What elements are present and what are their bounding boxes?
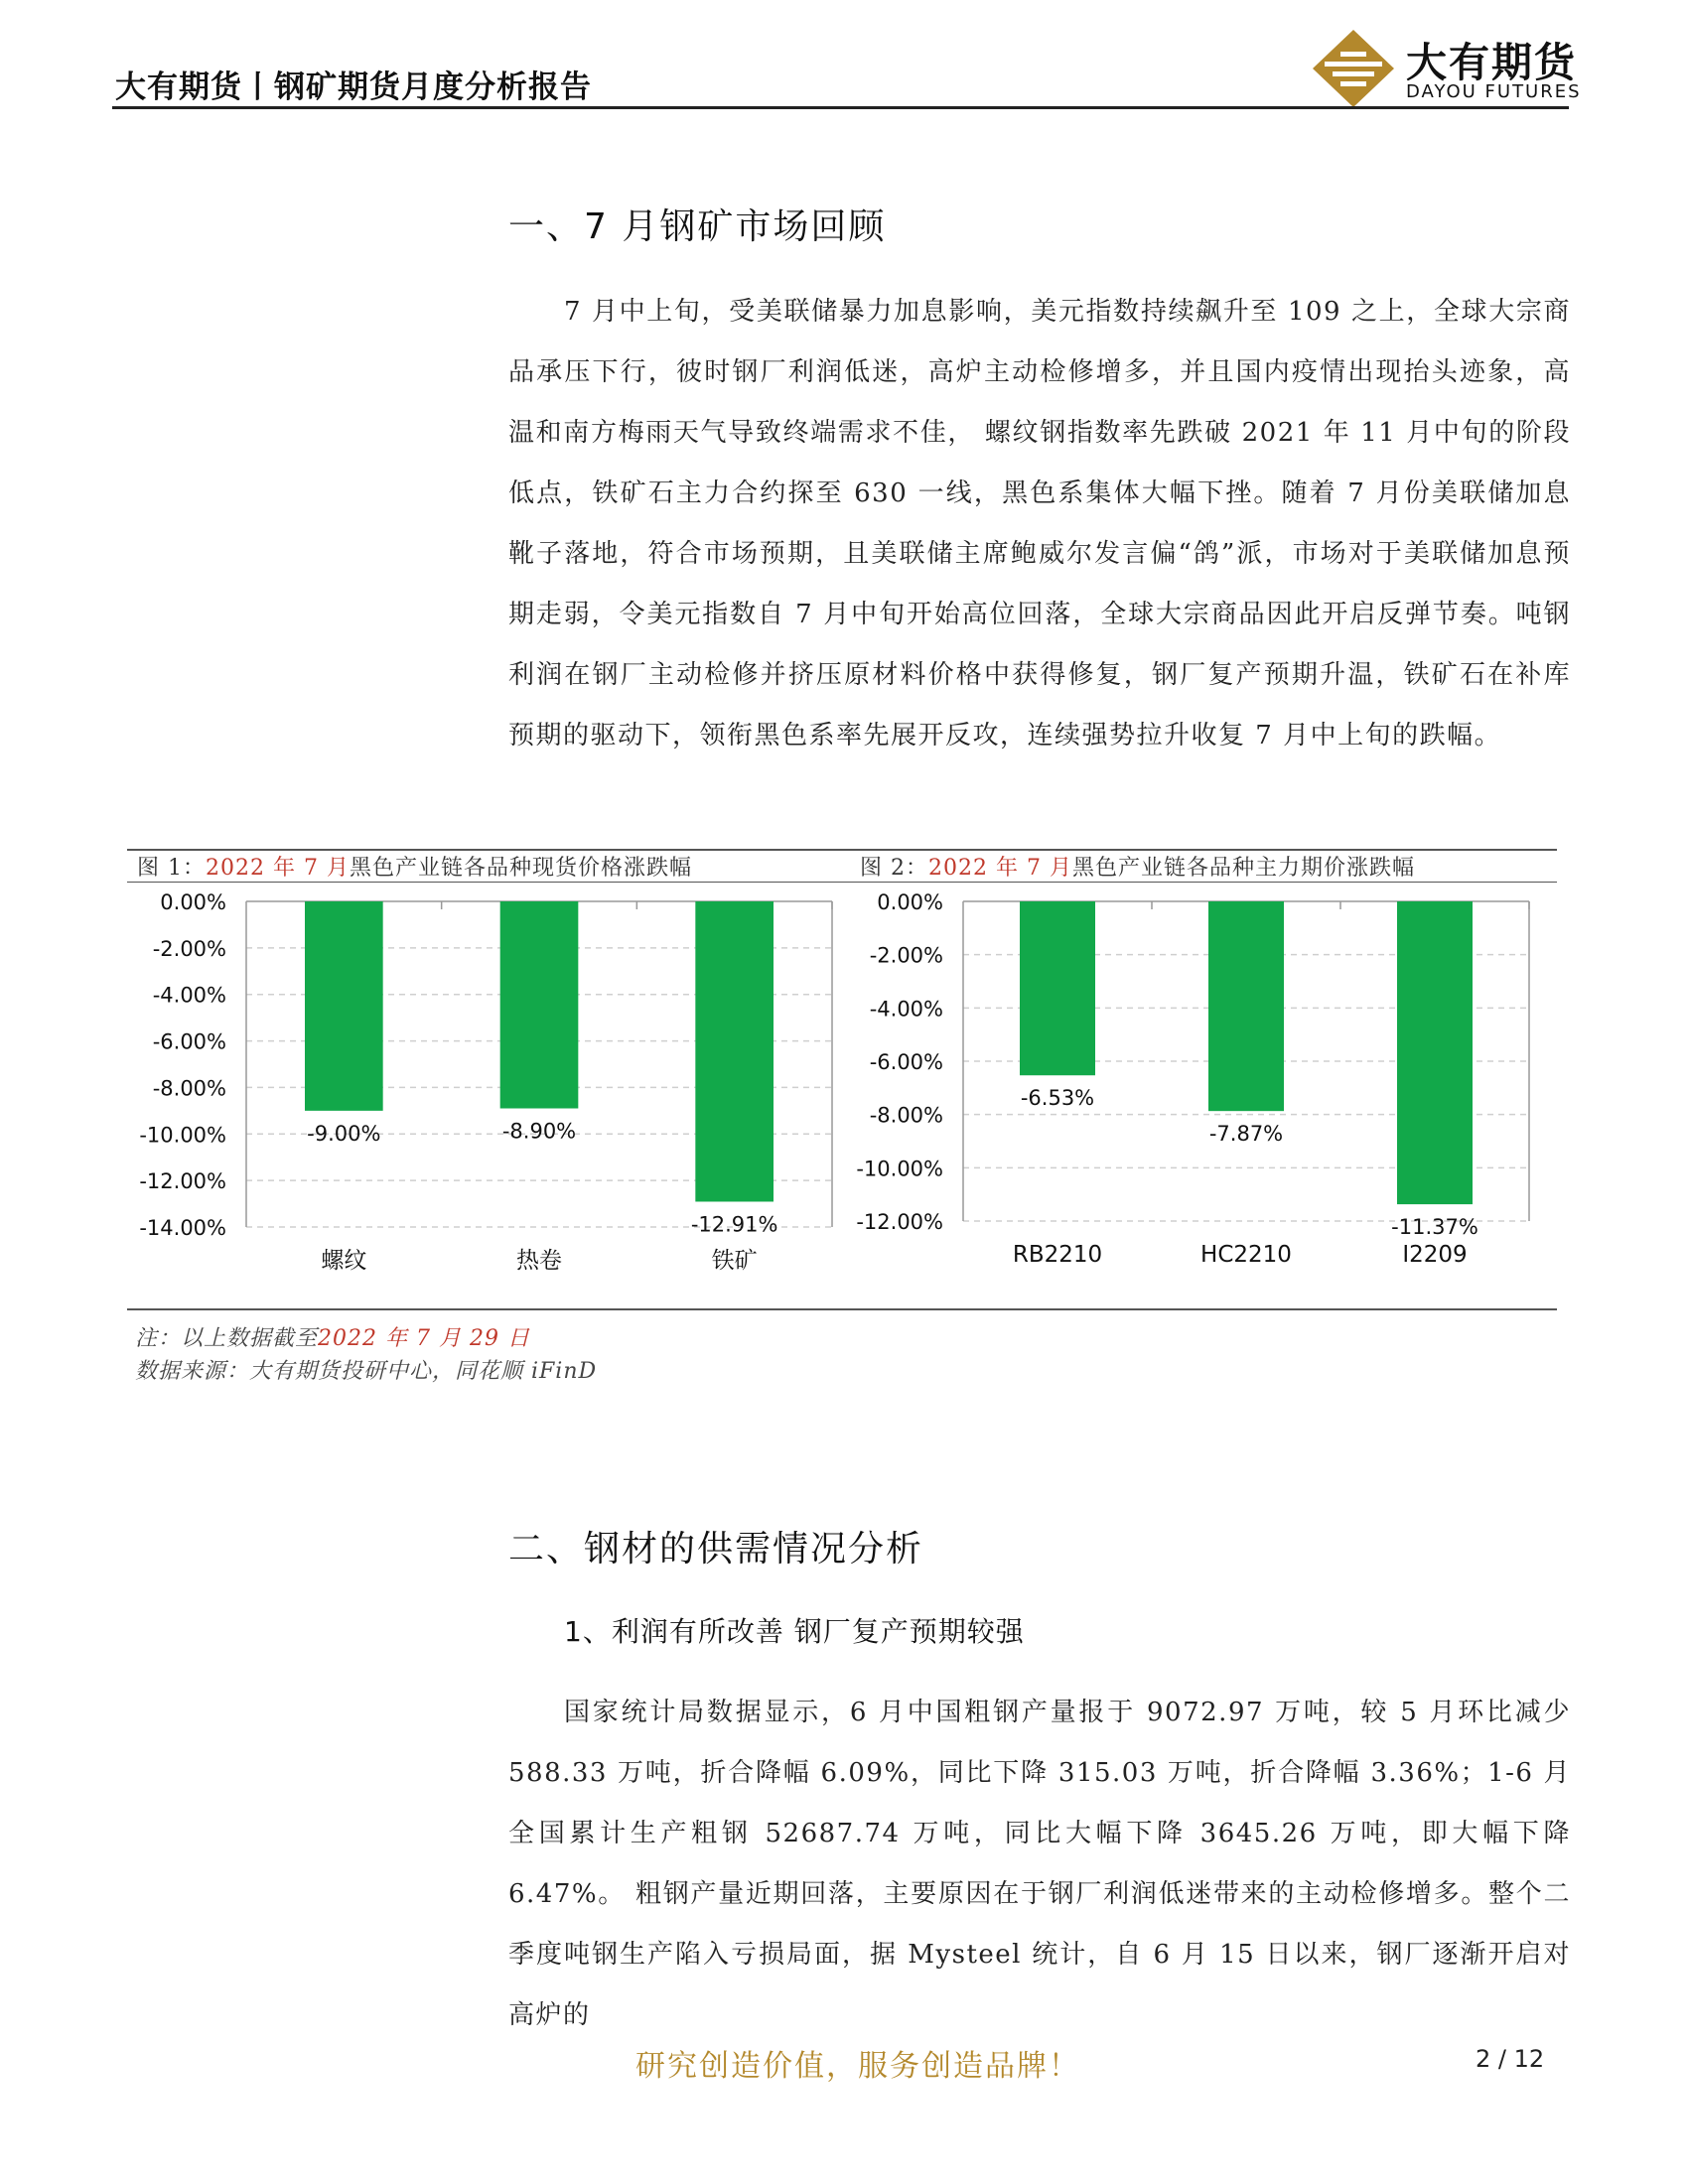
data-source-note: 数据来源：大有期货投研中心，同花顺 iFinD (135, 1359, 598, 1384)
figure1-caption-date: 2022 年 7 月 (206, 856, 350, 881)
section1-heading: 一、7 月钢矿市场回顾 (508, 206, 887, 247)
figure2-caption-date: 2022 年 7 月 (928, 856, 1072, 881)
y-tick-label: -12.00% (856, 1210, 943, 1234)
bar-铁矿 (695, 901, 774, 1201)
y-tick-label: -12.00% (139, 1169, 226, 1194)
bar-data-label: -12.91% (690, 1212, 778, 1237)
section1-paragraph-text: 7 月中上旬，受美联储暴力加息影响，美元指数持续飙升至 109 之上，全球大宗商品承压下行，彼时钢厂利润低迷，高炉主动检修增多，并且国内疫情出现抬头迹象，高温和南方梅雨天气导致终端需求不佳， 螺纹钢指数率先跌破 2021 年 11 月中旬的阶段低点，铁矿石主力合约探至 630 一线，黑色系集体大幅下挫。随着 7 月份美联储加息靴子落地，符合市场预期，且美联储主席鲍威尔发言偏“鸽”派，市场对于美联储加息预期走弱，令美元指数自 7 月中旬开始高位回落，全球大宗商品因此开启反弹节奏。吨钢利润在钢厂主动检修并挤压原材料价格中获得修复，钢厂复产预期升温，铁矿石在补库预期的驱动下，领衔黑色系率先展开反攻，连续强势拉升收复 7 月中上旬的跌幅。 (508, 297, 1571, 751)
bar-data-label: -6.53% (1020, 1086, 1095, 1111)
y-tick-label: -6.00% (869, 1050, 943, 1074)
bar-data-label: -7.87% (1208, 1122, 1284, 1147)
note-date: 2022 年 7 月 29 日 (318, 1326, 530, 1351)
bar-热卷 (500, 901, 579, 1109)
bar-I2209 (1397, 901, 1473, 1204)
y-tick-label: -8.00% (152, 1076, 226, 1101)
figure2-caption-prefix: 图 2： (860, 856, 928, 881)
y-tick-label: -14.00% (139, 1216, 226, 1240)
section2-paragraph-text: 国家统计局数据显示，6 月中国粗钢产量报于 9072.97 万吨，较 5 月环比减少 588.33 万吨，折合降幅 6.09%，同比下降 315.03 万吨，折合降幅 3.36%；1-6 月全国累计生产粗钢 52687.74 万吨，同比大幅下降 3645.26 万吨，即大幅下降 6.47%。 粗钢产量近期回落，主要原因在于钢厂利润低迷带来的主动检修增多。整个二季度吨钢生产陷入亏损局面，据 Mysteel 统计，自 6 月 15 日以来，钢厂逐渐开启对高炉的 (508, 1698, 1571, 2030)
company-logo (1311, 28, 1589, 109)
x-category-label: I2209 (1402, 1242, 1468, 1268)
y-tick-label: -6.00% (152, 1029, 226, 1054)
figure2-caption-text: 黑色产业链各品种主力期价涨跌幅 (1071, 856, 1415, 881)
data-cutoff-note (135, 1322, 597, 1355)
x-category-label: 螺纹 (321, 1248, 367, 1274)
figure2-bar-chart (844, 884, 1559, 1291)
bar-data-label: -11.37% (1391, 1215, 1478, 1240)
bar-data-label: -8.90% (501, 1119, 577, 1144)
x-category-label: HC2210 (1200, 1242, 1292, 1268)
x-category-label: 热卷 (516, 1248, 562, 1274)
y-tick-label: 0.00% (160, 890, 226, 914)
figure-bottom-rule (127, 1308, 1557, 1310)
bar-螺纹 (305, 901, 383, 1111)
figure1-caption-text: 黑色产业链各品种现货价格涨跌幅 (349, 856, 692, 881)
bar-data-label: -9.00% (307, 1121, 381, 1146)
note-prefix: 注：以上数据截至 (135, 1326, 319, 1351)
y-tick-label: -8.00% (869, 1103, 943, 1128)
y-tick-label: -4.00% (869, 997, 943, 1022)
section2-paragraph (508, 1683, 1571, 2046)
y-tick-label: -10.00% (856, 1157, 943, 1181)
figure1-caption-prefix: 图 1： (137, 856, 206, 881)
header-divider (112, 106, 1569, 109)
x-category-label: RB2210 (1012, 1242, 1103, 1268)
figure1-caption (137, 851, 692, 882)
logo-english-name: DAYOU FUTURES (1406, 81, 1582, 102)
figure-caption-rule (127, 882, 1557, 883)
section1-paragraph (508, 282, 1571, 766)
section2-heading: 二、钢材的供需情况分析 (508, 1529, 924, 1570)
figure2-caption (860, 851, 1415, 882)
footer-slogan: 研究创造价值，服务创造品牌！ (635, 2049, 1080, 2084)
y-tick-label: -2.00% (869, 943, 943, 968)
figure1-bar-chart (127, 884, 842, 1291)
figure-notes (135, 1322, 597, 1388)
section2-subheading: 1、利润有所改善 钢厂复产预期较强 (564, 1615, 1025, 1648)
page-number: 2 / 12 (1476, 2045, 1545, 2073)
bar-HC2210 (1208, 901, 1284, 1111)
logo-mark-icon (1311, 28, 1396, 109)
bar-RB2210 (1020, 901, 1095, 1075)
logo-chinese-name: 大有期货 (1406, 39, 1577, 86)
x-category-label: 铁矿 (711, 1248, 758, 1274)
y-tick-label: -10.00% (139, 1123, 226, 1148)
y-tick-label: -4.00% (152, 983, 226, 1008)
y-tick-label: -2.00% (152, 936, 226, 961)
figure1-chart (127, 884, 842, 1295)
report-header-title: 大有期货丨钢矿期货月度分析报告 (115, 69, 592, 105)
y-tick-label: 0.00% (877, 890, 943, 914)
figure2-chart (844, 884, 1559, 1295)
